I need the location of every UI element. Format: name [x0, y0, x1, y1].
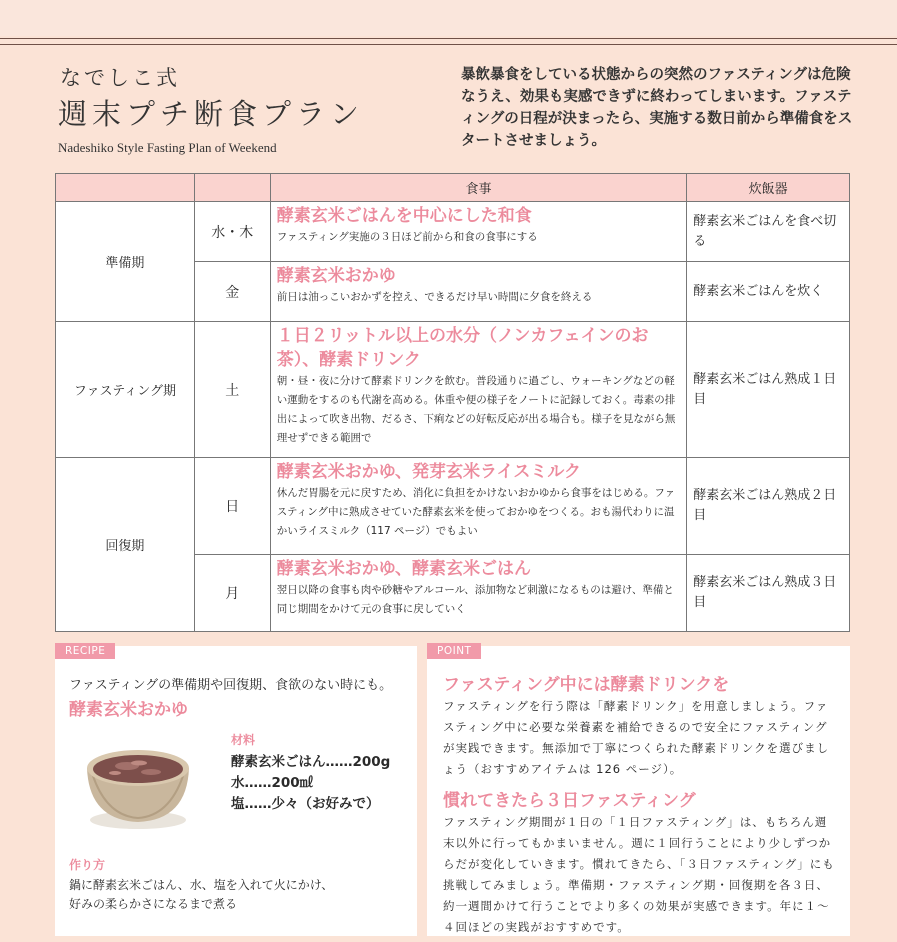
header-rule-thin	[0, 44, 897, 45]
point-heading-1: ファスティング中には酵素ドリンクを	[443, 675, 730, 695]
ingredient-item: 水……200㎖	[231, 775, 314, 791]
meal-title: 酵素玄米ごはんを中心にした和食	[276, 206, 532, 226]
title-english: Nadeshiko Style Fasting Plan of Weekend	[58, 140, 277, 155]
point-box	[427, 646, 850, 936]
method-text	[69, 876, 333, 914]
title-small: なでしこ式	[60, 66, 180, 90]
table-row	[56, 202, 850, 262]
header-rice-cooker: 炊飯器	[687, 174, 850, 202]
day-cell: 水・木	[194, 202, 270, 262]
ingredient-item: 塩……少々（お好みで）	[231, 796, 380, 812]
recipe-intro: ファスティングの準備期や回復期、食欲のない時にも。	[69, 678, 393, 693]
point-text-1: ファスティングを行う際は「酵素ドリンク」を用意しましょう。ファスティング中に必要な栄養素を補給できるので安全にファスティングが実践できます。無添加で丁寧につくられた酵素ドリンクを選びましょう（おすすめアイテムは 126 ページ）。	[443, 699, 830, 776]
header-rule	[0, 38, 897, 39]
rice-cell: 酵素玄米ごはんを食べ切る	[687, 202, 850, 262]
point-label: POINT	[427, 643, 481, 659]
meal-cell	[270, 262, 686, 322]
meal-desc: 休んだ胃腸を元に戻すため、消化に負担をかけないおかゆから食事をはじめる。ファスティング中に熟成させていた酵素玄米を使っておかゆをつくる。おも湯代わりに温かいライスミルク（117 ページ）でもよい	[276, 487, 676, 537]
meal-cell	[270, 555, 686, 632]
meal-desc: 朝・昼・夜に分けて酵素ドリンクを飲む。普段通りに過ごし、ウォーキングなどの軽い運動をするのも代謝を高める。体重や便の様子をノートに記録しておく。毒素の排出によって吹き出物、だるさ、下痢などの好転反応が出る場合も。様子を見ながら無理せずできる範囲で	[276, 375, 676, 444]
rice-cell: 酵素玄米ごはん熟成２日目	[687, 458, 850, 555]
method-line: 鍋に酵素玄米ごはん、水、塩を入れて火にかけ、	[69, 878, 334, 892]
phase-recovery: 回復期	[56, 458, 195, 632]
point-text-2: ファスティング期間が１日の「１日ファスティング」は、もちろん週末以外に行ってもかまいません。週に１回行うことにより少しずつからだが変化していきます。慣れてきたら、「３日ファスティング」にも挑戦してみましょう。準備期・ファスティング期・回復期を各３日、約一週間かけて行うことでより多くの効果が実感できます。年に１～４回ほどの実践がおすすめです。	[443, 815, 835, 934]
meal-title: 酵素玄米おかゆ、酵素玄米ごはん	[276, 559, 532, 579]
meal-title: 酵素玄米おかゆ、発芽玄米ライスミルク	[276, 462, 582, 482]
top-band	[0, 0, 897, 36]
ingredients-heading: 材料	[231, 733, 256, 747]
day-cell: 土	[194, 322, 270, 458]
day-cell: 日	[194, 458, 270, 555]
day-cell: 月	[194, 555, 270, 632]
recipe-label: RECIPE	[55, 643, 115, 659]
phase-prep: 準備期	[56, 202, 195, 322]
meal-cell	[270, 458, 686, 555]
meal-cell	[270, 322, 686, 458]
recipe-box	[55, 646, 417, 936]
meal-desc: 翌日以降の食事も肉や砂糖やアルコール、添加物など刺激になるものは避け、準備と同じ期間をかけて元の食事に戻していく	[276, 584, 674, 615]
intro-text: 暴飲暴食をしている状態からの突然のファスティングは危険なうえ、効果も実感できずに終わってしまいます。ファスティングの日程が決まったら、実施する数日前から準備食をスタートさせましょう。	[461, 67, 853, 149]
meal-title: １日２リットル以上の水分（ノンカフェインのお茶）、酵素ドリンク	[276, 326, 649, 370]
meal-cell	[270, 202, 686, 262]
porridge-bowl-image	[67, 728, 209, 836]
header-meal: 食事	[270, 174, 686, 202]
rice-cell: 酵素玄米ごはん熟成１日目	[687, 322, 850, 458]
fasting-plan-table	[55, 173, 850, 632]
page-title: 週末プチ断食プラン	[58, 97, 365, 131]
ingredient-item: 酵素玄米ごはん……200g	[231, 754, 391, 770]
table-row	[56, 322, 850, 458]
rice-cell: 酵素玄米ごはんを炊く	[687, 262, 850, 322]
method-line: 好みの柔らかさになるまで煮る	[69, 897, 238, 911]
table-row	[56, 458, 850, 555]
phase-fasting: ファスティング期	[56, 322, 195, 458]
header-empty-day	[194, 174, 270, 202]
table-header-row	[56, 174, 850, 202]
point-heading-2: 慣れてきたら３日ファスティング	[443, 791, 696, 811]
meal-title: 酵素玄米おかゆ	[276, 266, 396, 286]
rice-cell: 酵素玄米ごはん熟成３日目	[687, 555, 850, 632]
method-heading: 作り方	[69, 858, 106, 872]
recipe-title: 酵素玄米おかゆ	[69, 700, 188, 720]
meal-desc: 前日は油っこいおかずを控え、できるだけ早い時間に夕食を終える	[276, 291, 593, 303]
header-empty-phase	[56, 174, 195, 202]
meal-desc: ファスティング実施の３日ほど前から和食の食事にする	[276, 231, 538, 243]
day-cell: 金	[194, 262, 270, 322]
